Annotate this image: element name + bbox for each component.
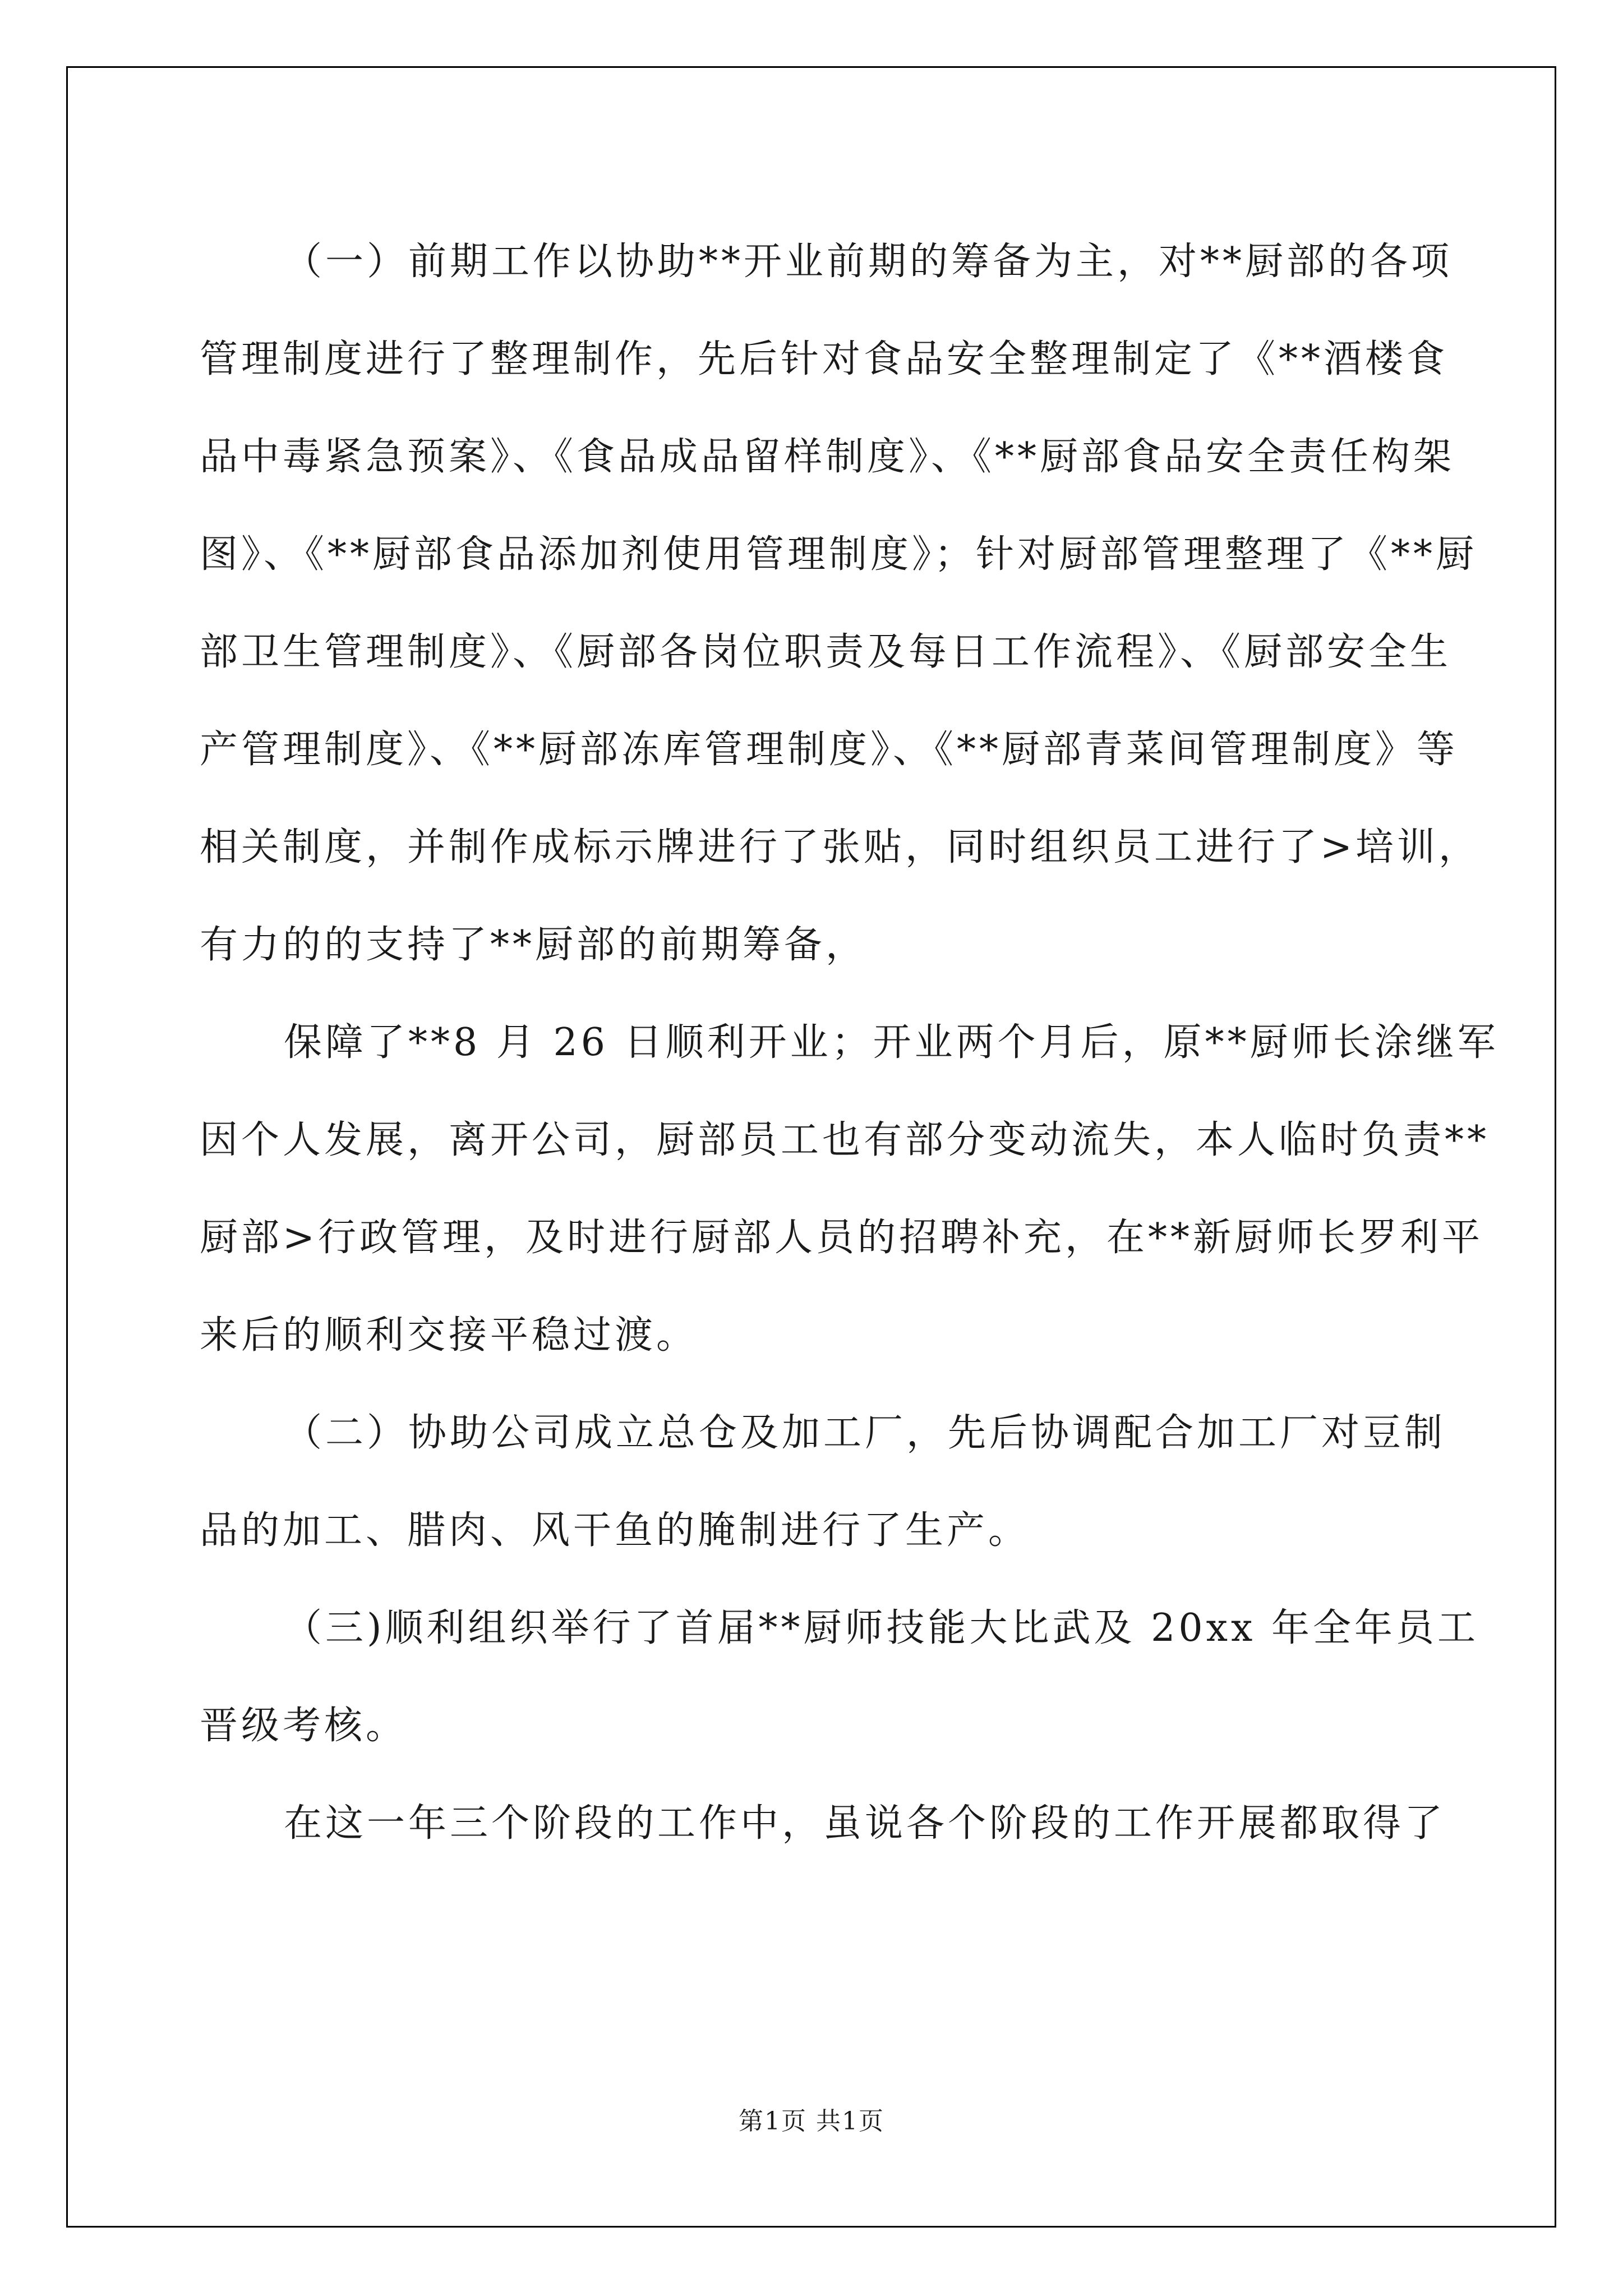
text-line: 因个人发展，离开公司，厨部员工也有部分变动流失，本人临时负责** [200,1118,1490,1162]
paragraph-3 [200,1384,1446,1580]
text-line: （二）协助公司成立总仓及加工厂，先后协调配合加工厂对豆制 [284,1411,1446,1455]
text-line: （三)顺利组织举行了首届**厨师技能大比武及 20xx 年全年员工 [284,1606,1479,1650]
text-line: 图》、《**厨部食品添加剂使用管理制度》；针对厨部管理整理了《**厨 [200,532,1478,577]
text-line: 保障了**8 月 26 日顺利开业；开业两个月后，原**厨师长涂继军 [284,1020,1499,1065]
text-line: 厨部>行政管理，及时进行厨部人员的招聘补充，在**新厨师长罗利平 [200,1216,1483,1260]
text-line: 品中毒紧急预案》、《食品成品留样制度》、《**厨部食品安全责任构架 [200,435,1455,479]
text-line: 在这一年三个阶段的工作中，虽说各个阶段的工作开展都取得了 [284,1801,1446,1846]
page-number-footer: 第1页 共1页 [739,2107,884,2136]
text-line: 部卫生管理制度》、《厨部各岗位职责及每日工作流程》、《厨部安全生 [200,630,1452,674]
text-line: 来后的顺利交接平稳过渡。 [200,1313,698,1358]
paragraph-4 [200,1580,1479,1775]
text-line: 品的加工、腊肉、风干鱼的腌制进行了生产。 [200,1508,1030,1553]
text-line: 相关制度，并制作成标示牌进行了张贴，同时组织员工进行了>培训， [200,825,1480,869]
paragraph-5 [200,1775,1446,1872]
text-line: （一）前期工作以协助**开业前期的筹备为主，对**厨部的各项 [284,240,1453,284]
paragraph-1 [200,213,1480,994]
text-line: 产管理制度》、《**厨部冻库管理制度》、《**厨部青菜间管理制度》等 [200,728,1459,772]
paragraph-2 [200,994,1499,1384]
document-body [200,213,1499,1872]
text-line: 管理制度进行了整理制作，先后针对食品安全整理制定了《**酒楼食 [200,337,1449,381]
text-line: 有力的的支持了**厨部的前期筹备， [200,923,868,967]
text-line: 晋级考核。 [200,1704,408,1748]
